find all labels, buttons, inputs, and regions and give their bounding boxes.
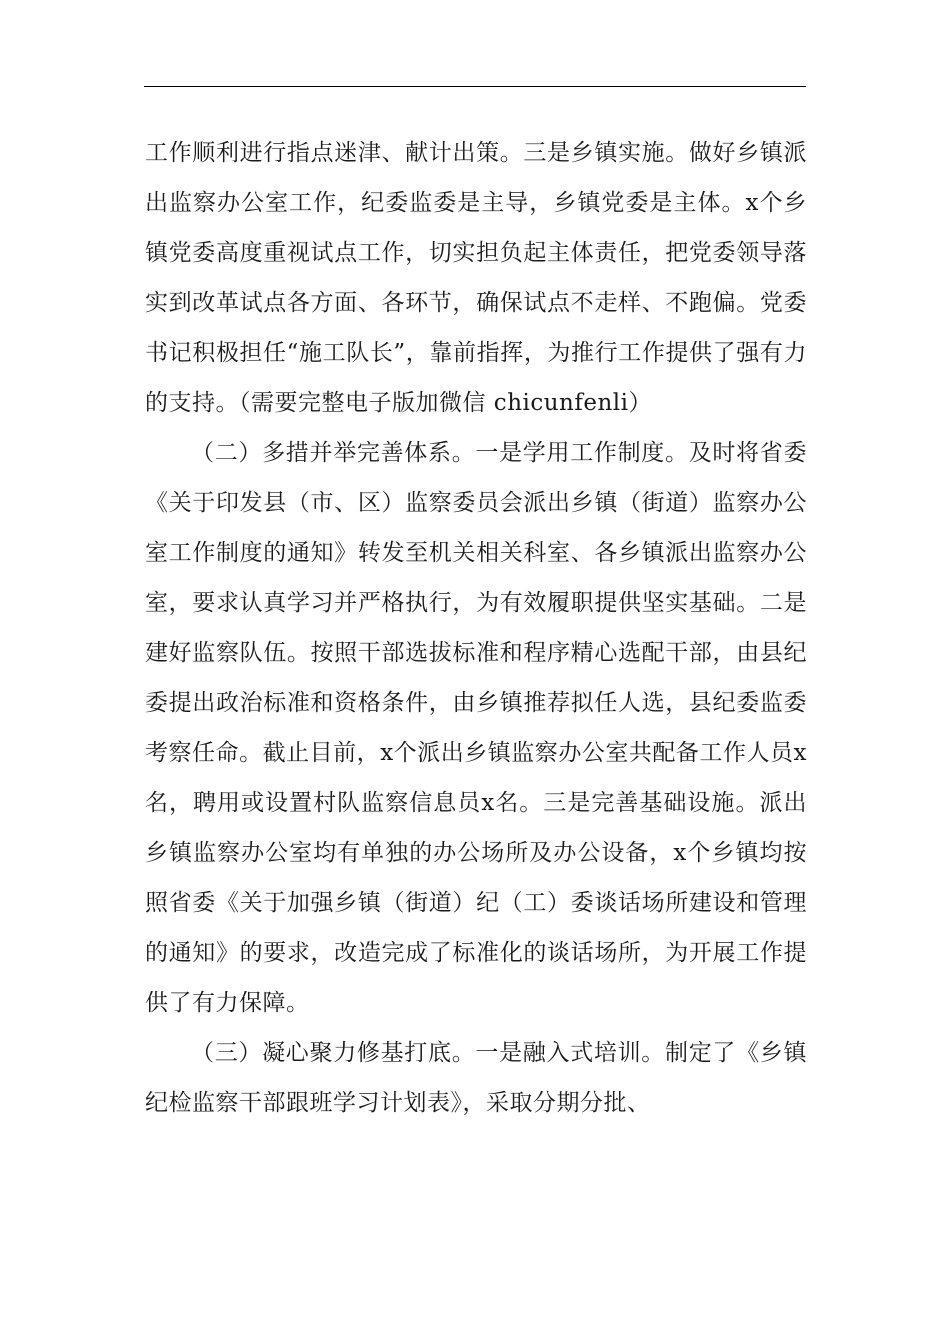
header-rule <box>144 86 806 87</box>
paragraph-1: 工作顺利进行指点迷津、献计出策。三是乡镇实施。做好乡镇派出监察办公室工作，纪委监委是主导，乡镇党委是主体。x个乡镇党委高度重视试点工作，切实担负起主体责任，把党委领导落实到改革试点各方面、各环节，确保试点不走样、不跑偏。党委书记积极担任“施工队长”，靠前指挥，为推行工作提供了强有力的支持。（需要完整电子版加微信 chicunfenli） <box>145 140 807 416</box>
paragraph-3: （三）凝心聚力修基打底。一是融入式培训。制定了《乡镇纪检监察干部跟班学习计划表》，采取分期分批、 <box>145 1040 807 1116</box>
document-body <box>145 128 807 1128</box>
paragraph-2: （二）多措并举完善体系。一是学用工作制度。及时将省委《关于印发县（市、区）监察委员会派出乡镇（街道）监察办公室工作制度的通知》转发至机关相关科室、各乡镇派出监察办公室，要求认真学习并严格执行，为有效履职提供坚实基础。二是建好监察队伍。按照干部选拔标准和程序精心选配干部，由县纪委提出政治标准和资格条件，由乡镇推荐拟任人选，县纪委监委考察任命。截止目前，x个派出乡镇监察办公室共配备工作人员x名，聘用或设置村队监察信息员x名。三是完善基础设施。派出乡镇监察办公室均有单独的办公场所及办公设备，x个乡镇均按照省委《关于加强乡镇（街道）纪（工）委谈话场所建设和管理的通知》的要求，改造完成了标准化的谈话场所，为开展工作提供了有力保障。 <box>145 440 807 1016</box>
